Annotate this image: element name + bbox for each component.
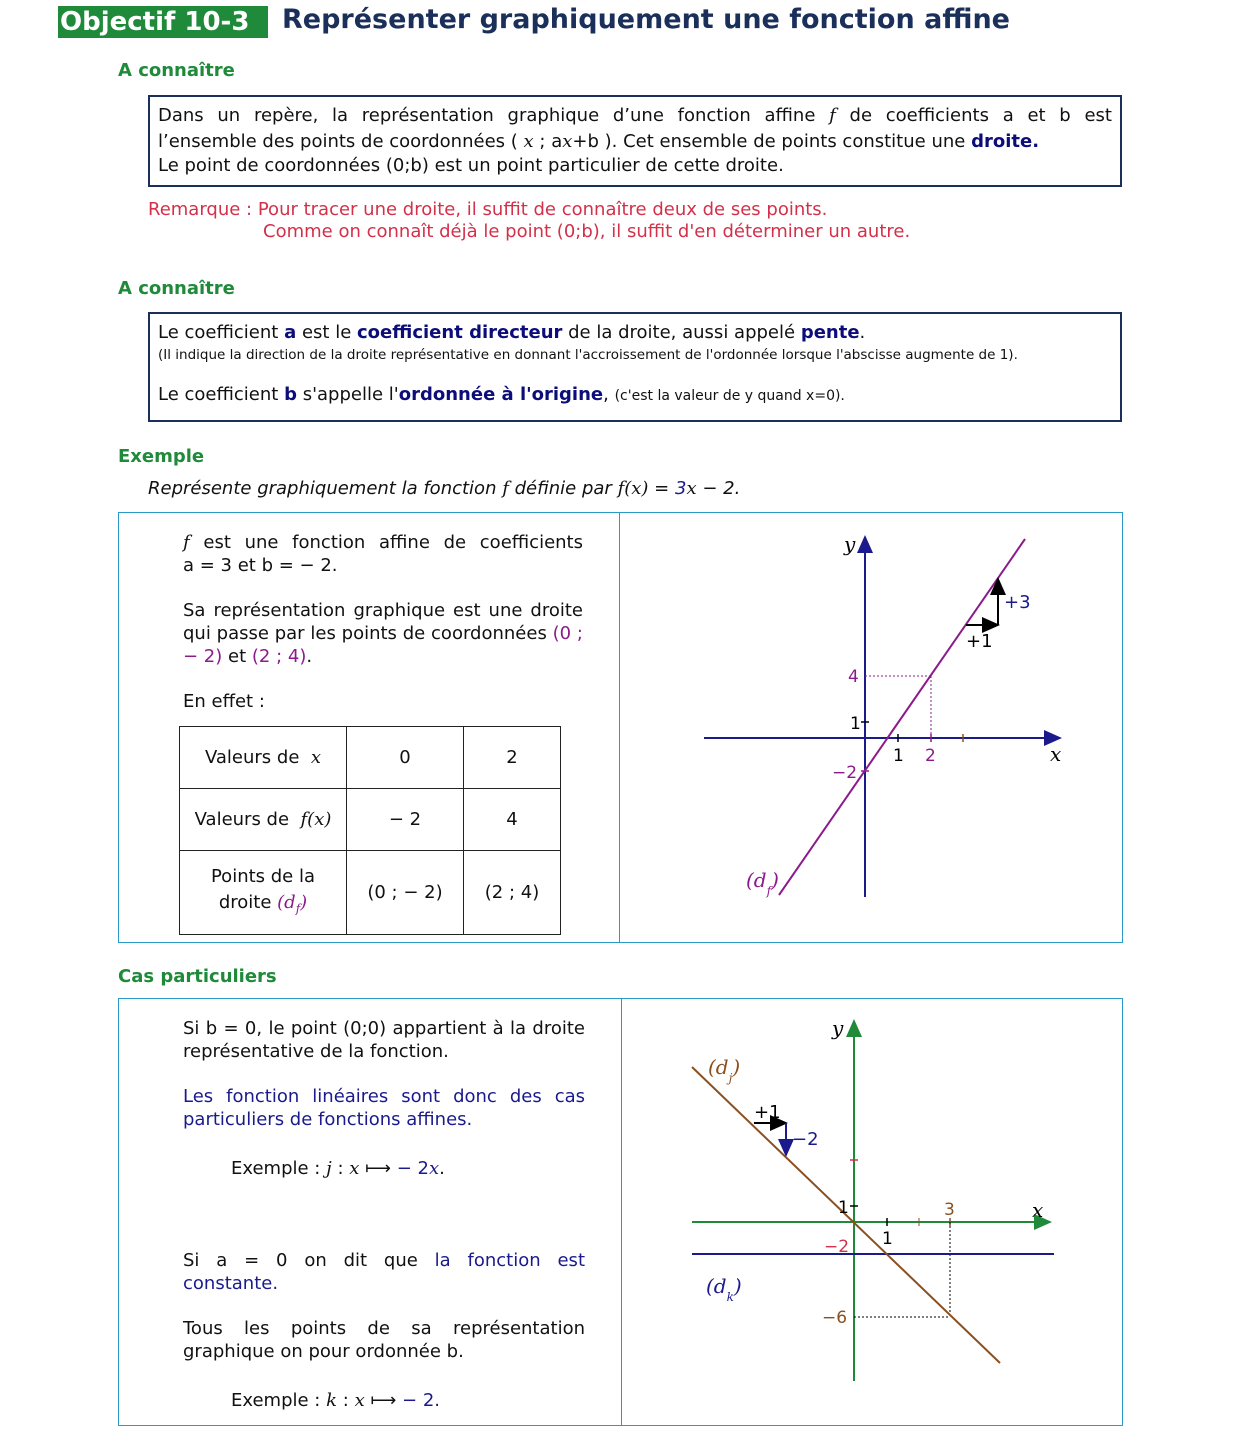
plus1-label: +1 bbox=[754, 1102, 781, 1123]
definition-box bbox=[148, 95, 1122, 187]
prompt-text: définie par bbox=[514, 478, 612, 499]
cell-text: Valeurs de bbox=[204, 747, 300, 768]
coeff-text: Le coefficient bbox=[158, 322, 279, 343]
example-para-1 bbox=[183, 531, 583, 554]
definition-line-2 bbox=[158, 129, 1112, 155]
line-df-label-close: ) bbox=[771, 868, 779, 892]
table-row bbox=[180, 727, 561, 789]
table-cell bbox=[180, 727, 347, 789]
example-label: Exemple : bbox=[231, 1158, 321, 1179]
coeff-note: (c'est la valeur de y quand x=0). bbox=[614, 388, 845, 404]
x-tick-label-1: 1 bbox=[882, 1229, 893, 1249]
definition-text: Dans un repère, la représentation graphique d’une fonction affine bbox=[158, 105, 816, 126]
objective-badge: Objectif 10-3 bbox=[58, 6, 268, 38]
keyword-b: b bbox=[284, 384, 297, 405]
table-row bbox=[180, 851, 561, 935]
cell-text: Valeurs de bbox=[194, 809, 290, 830]
example-para-2 bbox=[183, 599, 583, 668]
example-text-span: est une fonction affine de coefficients bbox=[203, 532, 583, 553]
y-tick-label-1: 1 bbox=[850, 714, 861, 734]
function-f: f bbox=[183, 532, 190, 553]
example-text-span: . bbox=[306, 646, 313, 667]
section-heading-a-connaitre-1: A connaître bbox=[118, 60, 235, 81]
table-cell: (2 ; 4) bbox=[464, 851, 561, 935]
special-cases-graph bbox=[622, 999, 1122, 1425]
line-dj-label-sub: j bbox=[728, 1071, 733, 1085]
keyword-ordonnee-origine: ordonnée à l'origine bbox=[398, 384, 604, 405]
variable-x: x bbox=[354, 1390, 365, 1411]
minus2-label: −2 bbox=[792, 1129, 819, 1150]
line-dk-label-close: ) bbox=[733, 1274, 742, 1298]
section-heading-exemple: Exemple bbox=[118, 446, 205, 467]
line-dj-label-close: ) bbox=[732, 1055, 741, 1079]
example-linear bbox=[183, 1157, 585, 1180]
section-heading-cas-particuliers: Cas particuliers bbox=[118, 966, 277, 987]
dot: . bbox=[439, 1158, 445, 1179]
line-label-sub: f bbox=[295, 901, 301, 916]
x-tick-label-1: 1 bbox=[893, 746, 904, 766]
line-df-label-d: (d bbox=[746, 868, 767, 892]
case-para-4: Tous les points de sa représentation graphique on pour ordonnée b. bbox=[183, 1318, 585, 1362]
mapsto-arrow: ⟼ bbox=[370, 1390, 397, 1411]
coeff-text: de la droite, aussi appelé bbox=[568, 322, 796, 343]
example-para-3: En effet : bbox=[183, 691, 265, 712]
table-cell: (0 ; − 2) bbox=[347, 851, 464, 935]
example-text bbox=[183, 531, 583, 713]
table-cell: 2 bbox=[464, 727, 561, 789]
table-cell: − 2 bbox=[347, 789, 464, 851]
table-cell: 4 bbox=[464, 789, 561, 851]
example-panel bbox=[118, 512, 1123, 943]
x-axis-label: x bbox=[1032, 1198, 1044, 1222]
keyword-pente: pente bbox=[800, 322, 860, 343]
cell-text: droite bbox=[218, 891, 272, 913]
function-k: k bbox=[326, 1390, 338, 1411]
affine-function-graph bbox=[620, 513, 1122, 942]
variable-x: x bbox=[349, 1158, 360, 1179]
variable-x: x bbox=[523, 131, 534, 152]
variable-x: x bbox=[428, 1158, 440, 1179]
coeff-text: est le bbox=[301, 322, 352, 343]
y-tick-label-minus2: −2 bbox=[832, 763, 858, 783]
page-title: Représenter graphiquement une fonction affine bbox=[282, 4, 1010, 35]
definition-text: +b ). Cet ensemble de points constitue une bbox=[572, 131, 966, 152]
definition-line-1 bbox=[158, 103, 1112, 129]
plus3-label: +3 bbox=[1004, 592, 1031, 613]
keyword-coefficient-directeur: coefficient directeur bbox=[357, 322, 563, 343]
line-dk-label bbox=[706, 1274, 742, 1304]
table-row bbox=[180, 789, 561, 851]
case-text-blue: la fonction est constante. bbox=[183, 1250, 585, 1294]
coefficient-minus2: − 2 bbox=[396, 1158, 429, 1179]
y-tick-label-minus2: −2 bbox=[824, 1237, 850, 1257]
line-df bbox=[779, 539, 1025, 895]
values-table bbox=[179, 726, 561, 935]
cell-text bbox=[181, 890, 345, 922]
colon: : bbox=[337, 1158, 344, 1179]
colon: : bbox=[342, 1390, 349, 1411]
coefficients-box bbox=[148, 312, 1122, 422]
prompt-text: − 2. bbox=[702, 478, 741, 499]
variable-x: x bbox=[562, 131, 573, 152]
prompt-text: = bbox=[654, 478, 670, 499]
definition-text: de coefficients a et b est bbox=[849, 105, 1112, 126]
x-axis-label: x bbox=[1050, 742, 1062, 766]
x-tick-label-2: 2 bbox=[925, 746, 936, 766]
line-dj-label-d: (d bbox=[708, 1055, 729, 1079]
example-label: Exemple : bbox=[231, 1390, 321, 1411]
coeff-line-2: (Il indique la direction de la droite représentative en donnant l'accroissement de l'ordonnée lorsque l'abscisse augmente de 1). bbox=[158, 347, 1018, 363]
y-tick-label-minus6: −6 bbox=[822, 1308, 848, 1328]
coeff-text: . bbox=[859, 322, 866, 343]
case-para-3 bbox=[183, 1249, 585, 1295]
function-f: f bbox=[502, 478, 509, 499]
example-constant bbox=[183, 1389, 585, 1412]
example-para-1b: a = 3 et b = − 2. bbox=[183, 555, 338, 576]
function-j: j bbox=[326, 1158, 332, 1179]
example-text-span: et bbox=[228, 646, 247, 667]
function-fx: f(x) bbox=[617, 478, 649, 499]
special-cases-panel bbox=[118, 998, 1123, 1426]
case-text: Si a = 0 on dit que bbox=[183, 1250, 418, 1271]
coeff-line-3 bbox=[158, 382, 1112, 409]
y-tick-label-1: 1 bbox=[838, 1198, 849, 1218]
function-fx: f(x) bbox=[300, 809, 332, 830]
example-text-span: Sa représentation graphique est une droite qui passe par les points de coordonnées bbox=[183, 600, 583, 644]
prompt-text: Représente graphiquement la fonction bbox=[148, 478, 497, 499]
special-cases-text bbox=[183, 1017, 585, 1412]
line-label bbox=[277, 891, 308, 916]
variable-x: x bbox=[686, 478, 697, 499]
plus1-label: +1 bbox=[966, 631, 993, 652]
point-2: (2 ; 4) bbox=[251, 646, 307, 667]
keyword-droite: droite. bbox=[971, 131, 1040, 152]
line-dk-label-sub: k bbox=[726, 1290, 734, 1304]
cell-text: Points de la bbox=[210, 865, 316, 887]
case-para-1: Si b = 0, le point (0;0) appartient à la droite représentative de la fonction. bbox=[183, 1018, 585, 1062]
section-heading-a-connaitre-2: A connaître bbox=[118, 278, 235, 299]
constant-minus2: − 2. bbox=[402, 1390, 440, 1411]
y-axis-label: y bbox=[832, 1016, 844, 1040]
coefficient-3: 3 bbox=[674, 478, 687, 499]
remark-line-2: Comme on connaît déjà le point (0;b), il suffit d'en déterminer un autre. bbox=[263, 221, 911, 242]
definition-text: l’ensemble des points de coordonnées ( bbox=[158, 131, 518, 152]
x-tick-label-3: 3 bbox=[944, 1200, 955, 1220]
table-cell bbox=[180, 851, 347, 935]
line-df-label bbox=[746, 868, 779, 898]
coeff-line-1 bbox=[158, 320, 1112, 346]
function-f: f bbox=[829, 105, 836, 126]
line-dj-label bbox=[708, 1055, 740, 1085]
example-prompt bbox=[148, 478, 740, 499]
point-1: (0 ; − 2) bbox=[183, 623, 583, 667]
line-df-label-sub: f bbox=[766, 884, 772, 898]
definition-line-3: Le point de coordonnées (0;b) est un point particulier de cette droite. bbox=[158, 155, 784, 176]
definition-text: ; a bbox=[539, 131, 563, 152]
coeff-text: Le coefficient bbox=[158, 384, 279, 405]
line-label-close: ) bbox=[300, 891, 308, 913]
remark-line-1: Remarque : Pour tracer une droite, il suffit de connaître deux de ses points. bbox=[148, 199, 828, 220]
y-axis-label: y bbox=[844, 532, 856, 556]
mapsto-arrow: ⟼ bbox=[365, 1158, 391, 1179]
table-cell bbox=[180, 789, 347, 851]
coeff-text: , bbox=[603, 384, 609, 405]
table-cell: 0 bbox=[347, 727, 464, 789]
y-tick-label-4: 4 bbox=[848, 667, 859, 687]
coeff-text: s'appelle l' bbox=[302, 384, 399, 405]
keyword-a: a bbox=[284, 322, 297, 343]
line-label-d: (d bbox=[277, 891, 296, 913]
line-dk-label-d: (d bbox=[706, 1274, 727, 1298]
case-para-2: Les fonction linéaires sont donc des cas particuliers de fonctions affines. bbox=[183, 1086, 585, 1130]
variable-x: x bbox=[310, 747, 322, 768]
